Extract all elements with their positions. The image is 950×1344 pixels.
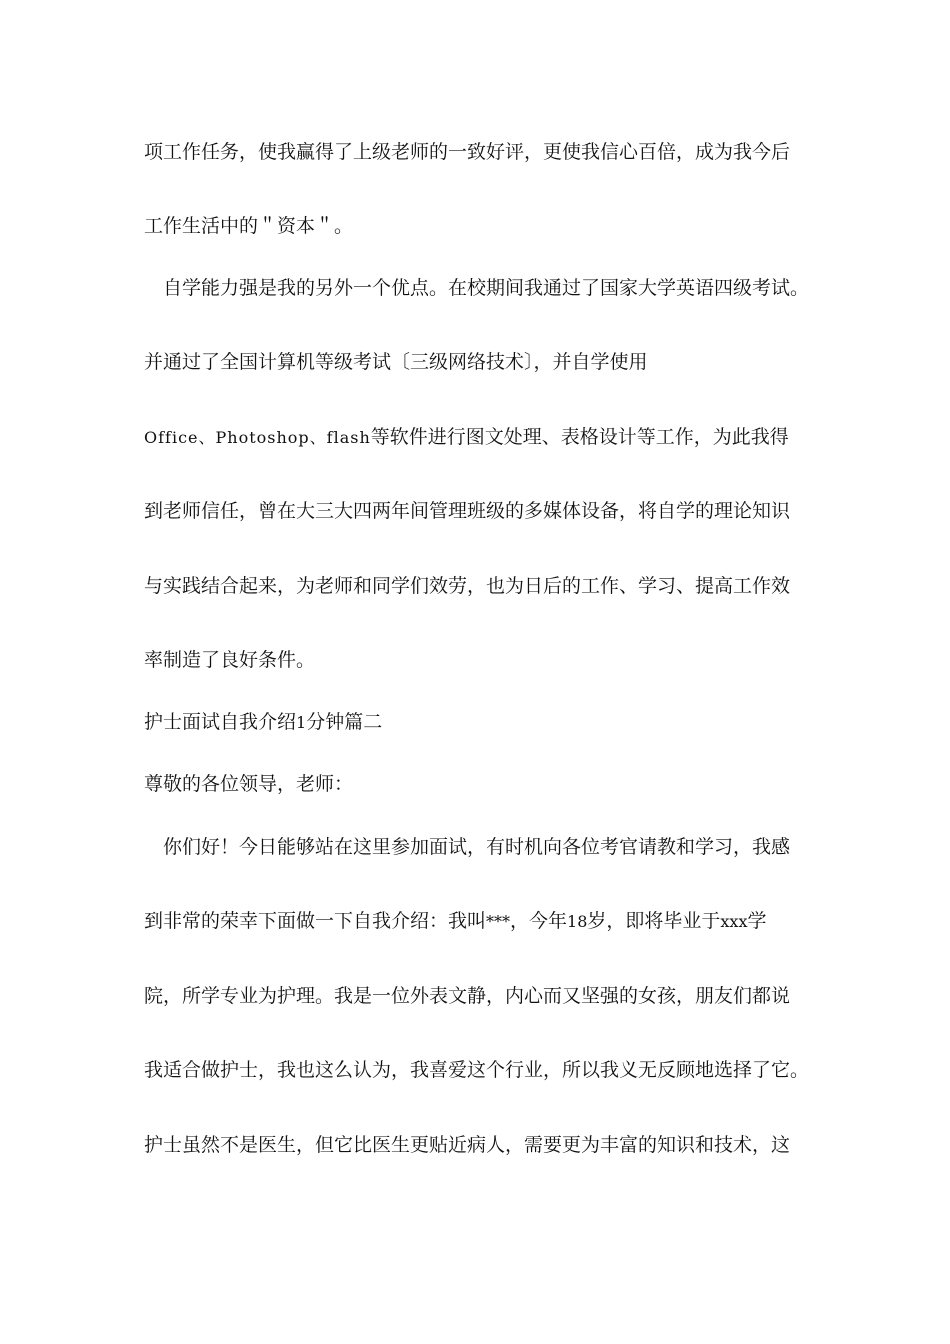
section-heading-prefix: 护士面试自我介绍 [144, 711, 297, 733]
paragraph-line: 护士虽然不是医生，但它比医生更贴近病人，需要更为丰富的知识和技术，这 [144, 1134, 791, 1156]
paragraph-line [144, 908, 824, 935]
paragraph-line-text: 等软件进行图文处理、表格设计等工作，为此我得 [370, 426, 789, 448]
paragraph-line: 率制造了良好条件。 [144, 649, 316, 671]
paragraph-line [144, 424, 824, 451]
paragraph-line: 与实践结合起来，为老师和同学们效劳，也为日后的工作、学习、提高工作效 [144, 575, 791, 597]
intro-age: 18 [567, 912, 588, 931]
intro-text: 学 [747, 910, 767, 932]
section-heading-number: 1 [296, 713, 307, 732]
paragraph-line: 并通过了全国计算机等级考试〔三级网络技术〕，并自学使用 [144, 351, 648, 373]
paragraph-line: 院，所学专业为护理。我是一位外表文静，内心而又坚强的女孩，朋友们都说 [144, 985, 791, 1007]
software-list-text: Office、Photoshop、flash [144, 428, 371, 447]
paragraph-line: 到老师信任，曾在大三大四两年间管理班级的多媒体设备，将自学的理论知识 [144, 500, 791, 522]
paragraph-line: 工作生活中的＂资本＂。 [144, 215, 354, 237]
paragraph-line: 你们好！今日能够站在这里参加面试，有时机向各位考官请教和学习，我感 [144, 836, 791, 858]
intro-text: 到非常的荣幸下面做一下自我介绍：我叫 [144, 910, 487, 932]
section-heading-suffix: 分钟篇二 [306, 711, 383, 733]
intro-text: ，今年 [510, 910, 568, 932]
intro-school: xxx [720, 912, 748, 931]
intro-name: *** [486, 912, 511, 931]
salutation-line: 尊敬的各位领导，老师： [144, 773, 354, 795]
section-heading [144, 709, 824, 736]
paragraph-line: 自学能力强是我的另外一个优点。在校期间我通过了国家大学英语四级考试。 [144, 277, 810, 299]
paragraph-line: 项工作任务，使我赢得了上级老师的一致好评，更使我信心百倍，成为我今后 [144, 141, 791, 163]
intro-text: 岁，即将毕业于 [587, 910, 721, 932]
paragraph-line: 我适合做护士，我也这么认为，我喜爱这个行业，所以我义无反顾地选择了它。 [144, 1059, 810, 1081]
